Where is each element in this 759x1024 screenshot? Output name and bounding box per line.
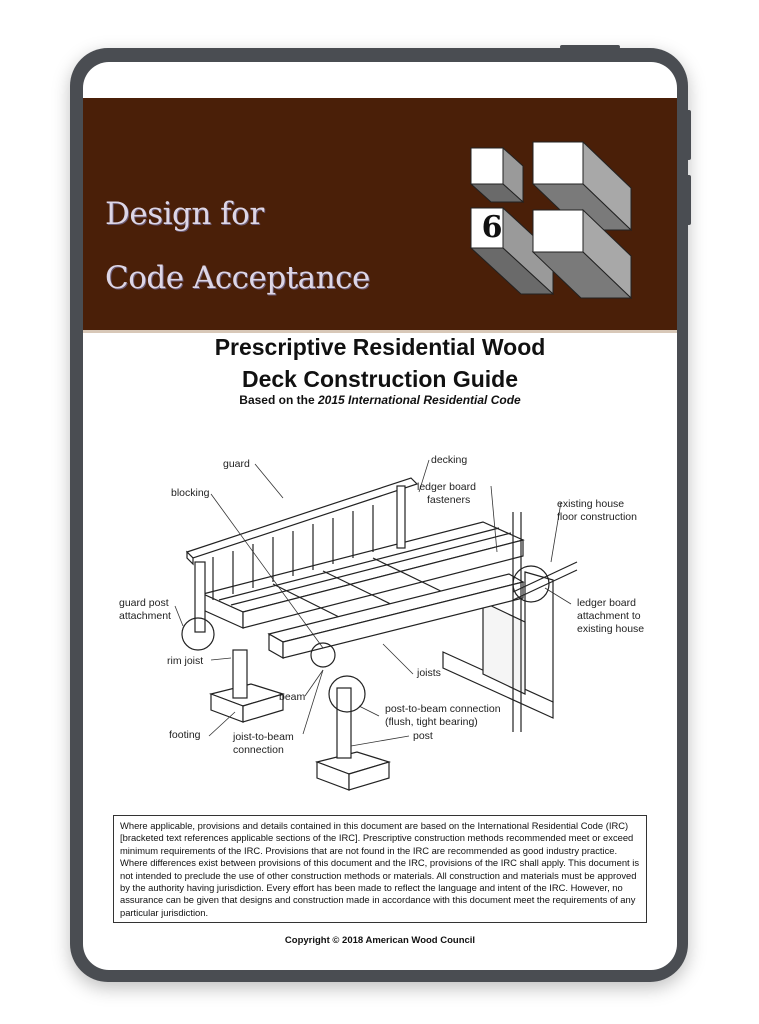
label-blocking: blocking	[171, 487, 210, 499]
series-title-line: Code Acceptance	[105, 260, 370, 296]
label-post-to-beam: (flush, tight bearing)	[385, 716, 478, 728]
label-decking: decking	[431, 454, 468, 466]
subtitle-prefix: Based on the	[239, 393, 315, 407]
label-ledger-attachment: existing house	[577, 623, 645, 635]
label-ledger-fasteners: ledger board	[417, 481, 476, 493]
label-beam: beam	[279, 691, 306, 703]
document-title-line2: Deck Construction Guide	[241, 366, 519, 392]
tablet-top-button	[560, 45, 620, 49]
tablet-side-button	[686, 175, 691, 225]
label-joists: joists	[417, 667, 441, 679]
label-joist-to-beam: joist-to-beam	[233, 731, 294, 743]
deck-diagram	[83, 412, 677, 822]
label-existing-house: existing house	[557, 498, 625, 510]
label-ledger-attachment: ledger board	[577, 597, 636, 609]
copyright: Copyright © 2018 American Wood Council	[284, 935, 476, 946]
label-guard-post: attachment	[119, 610, 171, 622]
label-guard: guard	[223, 458, 250, 470]
label-existing-house: floor construction	[557, 511, 637, 523]
label-joist-to-beam: connection	[233, 744, 284, 756]
series-number: 6	[481, 210, 503, 245]
tablet-side-button	[686, 110, 691, 160]
label-ledger-fasteners: fasteners	[427, 494, 471, 506]
document-subtitle	[83, 393, 677, 407]
subtitle-code: 2015 International Residential Code	[317, 393, 521, 407]
label-footing: footing	[169, 729, 201, 741]
disclaimer-box: Where applicable, provisions and details contained in this document are based on the International Residential Code (IRC) [bracketed text references applicable sections of the IRC]. Prescriptive construction methods recommended meet or exceed minimum requirements of the IRC. Provisions that are not found in the IRC are recommended as good industry practice. Where differences exist between provisions of this document and the IRC, provisions of the IRC shall apply. This document is not intended to preclude the use of other construction methods or materials. All construction and materials must be approved by the authority having jurisdiction. Every effort has been made to reflect the language and intent of the IRC. However, no assurance can be given that designs and construction made in accordance with this document meet the requirements of any particular jurisdiction.	[113, 815, 647, 923]
label-rim-joist: rim joist	[167, 655, 204, 667]
label-post-to-beam: post-to-beam connection	[385, 703, 501, 715]
series-title-line: Design for	[105, 196, 264, 232]
label-post: post	[413, 730, 433, 742]
document-title-line1: Prescriptive Residential Wood	[214, 334, 546, 360]
label-guard-post: guard post	[119, 597, 169, 609]
label-ledger-attachment: attachment to	[577, 610, 641, 622]
document-screen	[83, 62, 677, 970]
series-title	[105, 166, 370, 326]
